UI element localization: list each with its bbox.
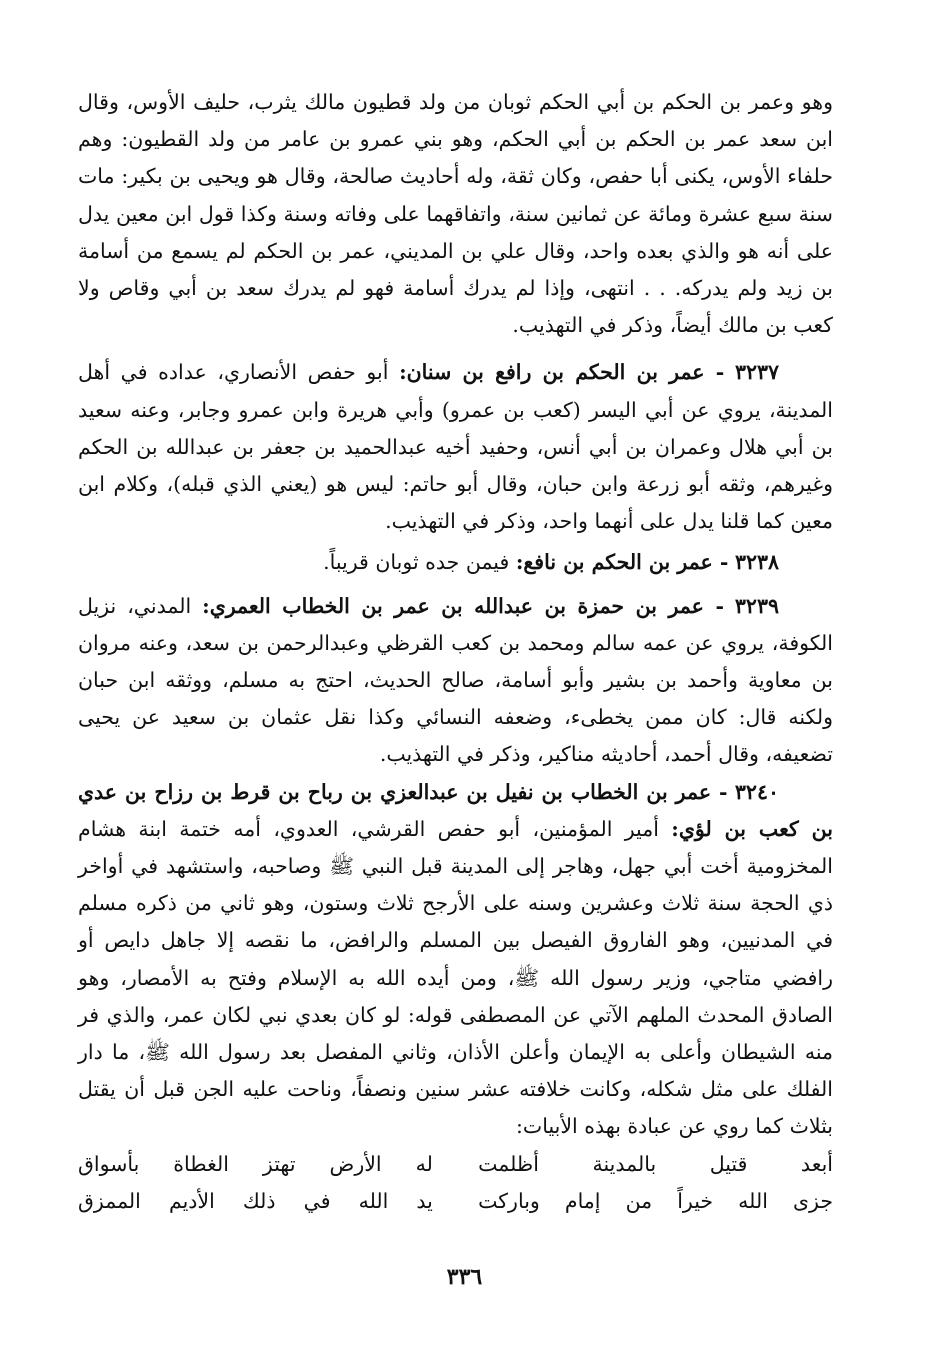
entry-heading: عمر بن الحكم بن رافع بن سنان: (399, 360, 705, 385)
verse-second-hemistich: يد الله في ذلك الأديم الممزق (78, 1188, 433, 1213)
entry-number: ٣٢٣٧ (734, 360, 779, 385)
entry-number: ٣٢٣٨ (734, 550, 779, 575)
entry-dash: - (712, 550, 729, 575)
page-number: ٣٣٦ (446, 1264, 483, 1290)
verse-first-hemistich: جزى الله خيراً من إمام وباركت (478, 1188, 833, 1213)
entry-heading: عمر بن الحكم بن نافع: (515, 550, 713, 575)
poem (78, 1146, 833, 1220)
poem-verse (78, 1183, 833, 1220)
entry-dash: - (703, 593, 724, 618)
entry-dash: - (704, 360, 725, 385)
entry-heading: عمر بن حمزة بن عبدالله بن عمر بن الخطاب العمري: (202, 593, 704, 618)
entry-heading: عمر بن الخطاب بن نفيل بن عبدالعزي بن رباح بن قرط بن رزاح بن عدي بن كعب بن لؤي: (78, 779, 833, 841)
poem-verse (78, 1146, 833, 1183)
entry-dash: - (711, 779, 728, 804)
intro-paragraph: وهو وعمر بن الحكم بن أبي الحكم ثوبان من ولد قطيون مالك يثرب، حليف الأوس، وقال ابن سعد عمر بن الحكم بن أبي الحكم، وهو بني عمرو بن عامر من ولد القطيون: وهم حلفاء الأوس، يكنى أبا حفص، وكان ثقة، وله أحاديث صالحة، وقال هو ويحيى بن بكير: مات سنة سبع عشرة ومائة عن ثمانين سنة، واتفاقهما على وفاته وسنة وكذا قول ابن معين يدل على أنه هو والذي بعده واحد، وقال علي بن المديني، عمر بن الحكم لم يسمع من أسامة بن زيد ولم يدركه. . . انتهى، وإذا لم يدرك أسامة فهو لم يدرك سعد بن أبي وقاص ولا كعب بن مالك أيضاً، وذكر في التهذيب. (78, 90, 833, 338)
entry-3237 (78, 354, 833, 540)
verse-second-hemistich: له الأرض تهتز الغطاة بأسواق (78, 1151, 433, 1176)
entry-3240 (78, 774, 833, 1146)
entry-number: ٣٢٣٩ (734, 593, 779, 618)
entry-body: فيمن جده ثوبان قريباً. (323, 550, 510, 575)
entry-number: ٣٢٤٠ (734, 779, 779, 804)
entry-body: أبو حفص الأنصاري، عداده في أهل المدينة، يروي عن أبي اليسر (كعب بن عمرو) وأبي هريرة وابن عمرو وجابر، وعنه سعيد بن أبي هلال وعمران بن أبي أنس، وحفيد أخيه عبدالحميد بن جعفر بن عبدالله بن الحكم وغيرهم، وثقه أبو زرعة وابن حبان، وقال أبو حاتم: ليس هو (يعني الذي قبله)، وكلام ابن معين كما قلنا يدل على أنهما واحد، وذكر في التهذيب. (78, 360, 833, 534)
entry-body: أمير المؤمنين، أبو حفص القرشي، العدوي، أمه ختمة ابنة هشام المخزومية أخت أبي جهل، وهاجر إلى المدينة قبل النبي ﷺ وصاحبه، واستشهد في أواخر ذي الحجة سنة ثلاث وعشرين وسنه على الأرجح ثلاث وستون، وهو ثاني من ذكره مسلم في المدنيين، وهو الفاروق الفيصل بين المسلم والرافض، ما نقصه إلا جاهل دايص أو رافضي متاجي، وزير رسول الله ﷺ، ومن أيده الله به الإسلام وفتح به الأمصار، وهو الصادق المحدث الملهم الآتي عن المصطفى قوله: لو كان بعدي نبي لكان عمر، والذي فر منه الشيطان وأعلى به الإيمان وأعلن الأذان، وثاني المفصل بعد رسول الله ﷺ، ما دار الفلك على مثل شكله، وكانت خلافته عشر سنين ونصفاً، وناحت عليه الجن قبل أن يقتل بثلاث كما روي عن عبادة بهذه الأبيات: (78, 816, 833, 1139)
verse-first-hemistich: أبعد قتيل بالمدينة أظلمت (478, 1151, 833, 1176)
entry-3239 (78, 588, 833, 774)
entry-body: المدني، نزيل الكوفة، يروي عن عمه سالم ومحمد بن كعب القرظي وعبدالرحمن بن سعد، وعنه مروان بن معاوية وأحمد بن بشير وأبو أسامة، صالح الحديث، احتج به مسلم، ووثقه ابن حبان ولكنه قال: كان ممن يخطىء، وضعفه النسائي وكذا نقل عثمان بن سعيد عن يحيى تضعيفه، وقال أحمد، أحاديثه مناكير، وذكر في التهذيب. (78, 593, 833, 767)
entry-3238 (78, 544, 833, 581)
